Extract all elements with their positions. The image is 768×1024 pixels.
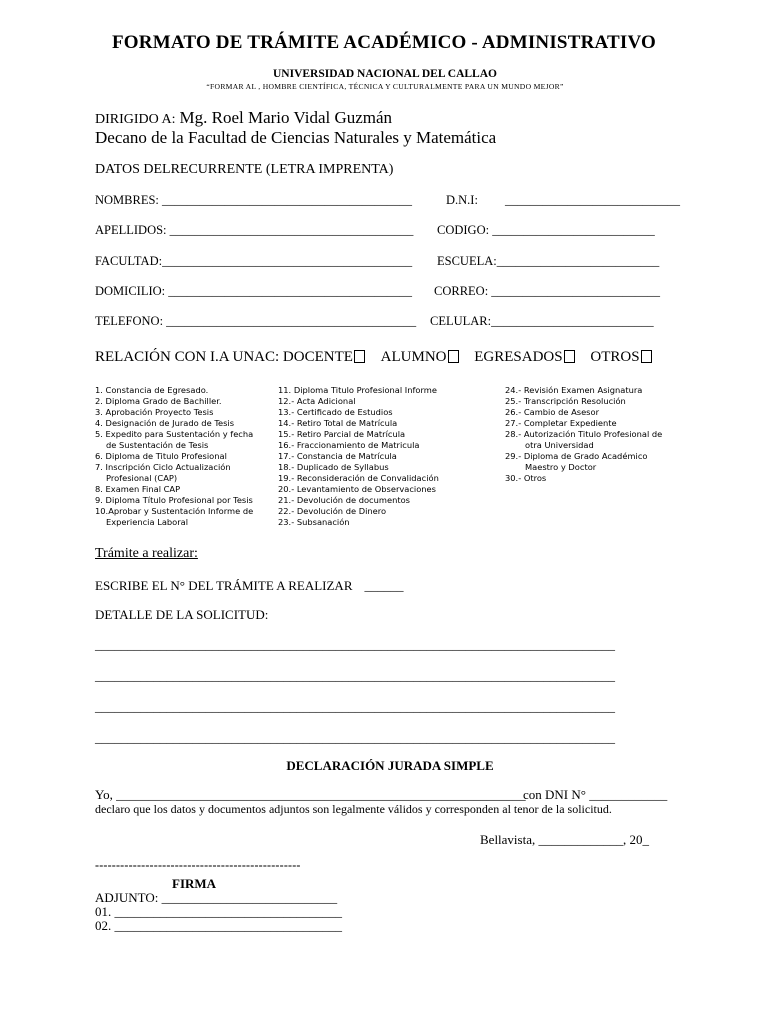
list-item: 22.- Devolución de Dinero xyxy=(278,506,387,516)
list-item: 17.- Constancia de Matrícula xyxy=(278,451,397,461)
procedures-col-2 xyxy=(278,385,439,528)
alumno-checkbox[interactable] xyxy=(448,350,459,363)
list-item: 12.- Acta Adicional xyxy=(278,396,356,406)
alumno-option: ALUMNO xyxy=(380,349,447,365)
list-item: otra Universidad xyxy=(525,440,594,450)
list-item: Profesional (CAP) xyxy=(106,473,178,483)
relation-row xyxy=(95,349,652,366)
codigo-field[interactable]: CODIGO: __________________________ xyxy=(437,223,655,237)
egresados-checkbox[interactable] xyxy=(564,350,575,363)
list-item: 23.- Subsanación xyxy=(278,517,350,527)
detail-line-2[interactable]: ________________________________________________________________________________ xyxy=(95,668,615,683)
place-date-field[interactable]: Bellavista, _____________, 20_ xyxy=(480,832,649,847)
relation-label: RELACIÓN CON I.A UNAC: xyxy=(95,349,280,365)
list-item: 10.Aprobar y Sustentación Informe de xyxy=(95,506,254,516)
list-item: Experiencia Laboral xyxy=(106,517,189,527)
list-item: 18.- Duplicado de Syllabus xyxy=(278,462,389,472)
adjunto-item-2[interactable]: 02. ___________________________________ xyxy=(95,918,342,933)
list-item: 11. Diploma Titulo Profesional Informe xyxy=(278,385,437,395)
addressee-position: Decano de la Facultad de Ciencias Naturales y Matemática xyxy=(95,128,497,147)
list-item: 24.- Revisión Examen Asignatura xyxy=(505,385,643,395)
list-item: 2. Diploma Grado de Bachiller. xyxy=(95,396,222,406)
signature-line[interactable]: ------------------------------------------------- xyxy=(95,858,301,872)
apellidos-field[interactable]: APELLIDOS: _______________________________________ xyxy=(95,223,414,237)
list-item: 19.- Reconsideración de Convalidación xyxy=(278,473,439,483)
list-item: 14.- Retiro Total de Matrícula xyxy=(278,418,398,428)
request-number-label: ESCRIBE EL N° DEL TRÁMITE A REALIZAR xyxy=(95,578,353,593)
university-motto: “FORMAR AL , HOMBRE CIENTÍFICA, TÉCNICA Y CULTURALMENTE PARA UN MUNDO MEJOR” xyxy=(206,82,564,91)
celular-field[interactable]: CELULAR:__________________________ xyxy=(430,314,654,328)
addressee-name: Mg. Roel Mario Vidal Guzmán xyxy=(179,108,393,127)
declaration-title: DECLARACIÓN JURADA SIMPLE xyxy=(286,758,494,773)
nombres-field[interactable]: NOMBRES: ________________________________________ xyxy=(95,193,413,207)
detail-label: DETALLE DE LA SOLICITUD: xyxy=(95,607,269,622)
dni-label: D.N.I: xyxy=(446,193,478,207)
procedures-col-1 xyxy=(95,385,253,528)
list-item: 29.- Diploma de Grado Académico xyxy=(505,451,648,461)
docente-checkbox[interactable] xyxy=(354,350,365,363)
list-item: 13.- Certificado de Estudios xyxy=(278,407,393,417)
declaration-name-field[interactable]: Yo, _______________________________________________________________ xyxy=(95,787,526,802)
list-item: 16.- Fraccionamiento de Matricula xyxy=(278,440,420,450)
docente-option: DOCENTE xyxy=(282,349,353,365)
list-item: 7. Inscripción Ciclo Actualización xyxy=(95,462,231,472)
detail-line-1[interactable]: ________________________________________________________________________________ xyxy=(95,637,615,652)
applicant-section-title: DATOS DELRECURRENTE (LETRA IMPRENTA) xyxy=(95,162,394,177)
list-item: 1. Constancia de Egresado. xyxy=(95,385,209,395)
list-item: 28.- Autorización Titulo Profesional de xyxy=(505,429,663,439)
list-item: 8. Examen Final CAP xyxy=(95,484,181,494)
detail-line-4[interactable]: ________________________________________________________________________________ xyxy=(95,730,615,745)
otros-option: OTROS xyxy=(590,349,640,365)
list-item: 6. Diploma de Titulo Profesional xyxy=(95,451,227,461)
otros-checkbox[interactable] xyxy=(641,350,652,363)
list-item: de Sustentación de Tesis xyxy=(106,440,209,450)
list-item: 27.- Completar Expediente xyxy=(505,418,617,428)
list-item: 30.- Otros xyxy=(505,473,547,483)
list-item: 15.- Retiro Parcial de Matrícula xyxy=(278,429,406,439)
declaration-text: declaro que los datos y documentos adjuntos son legalmente válidos y corresponden al tenor de la solicitud. xyxy=(95,802,612,816)
request-number-field[interactable]: ______ xyxy=(364,578,404,593)
adjunto-item-1[interactable]: 01. ___________________________________ xyxy=(95,904,342,919)
list-item: 20.- Levantamiento de Observaciones xyxy=(278,484,436,494)
list-item: 9. Diploma Título Profesional por Tesis xyxy=(95,495,253,505)
request-heading: Trámite a realizar: xyxy=(95,546,198,561)
escuela-field[interactable]: ESCUELA:__________________________ xyxy=(437,254,660,268)
facultad-field[interactable]: FACULTAD:________________________________________ xyxy=(95,254,413,268)
list-item: 25.- Transcripción Resolución xyxy=(505,396,626,406)
adjunto-field[interactable]: ADJUNTO: ___________________________ xyxy=(95,890,338,905)
list-item: 5. Expedito para Sustentación y fecha xyxy=(95,429,254,439)
addressee-label: DIRIGIDO A: xyxy=(95,112,176,127)
request-number-row xyxy=(95,577,404,595)
detail-line-3[interactable]: ________________________________________________________________________________ xyxy=(95,699,615,714)
list-item: 4. Designación de Jurado de Tesis xyxy=(95,418,235,428)
signature-label: FIRMA xyxy=(172,876,217,891)
list-item: Maestro y Doctor xyxy=(525,462,597,472)
addressee-line xyxy=(95,108,392,128)
egresados-option: EGRESADOS xyxy=(474,349,563,365)
declaration-dni-field[interactable]: con DNI N° ____________ xyxy=(523,787,668,802)
domicilio-field[interactable]: DOMICILIO: _______________________________________ xyxy=(95,284,413,298)
list-item: 3. Aprobación Proyecto Tesis xyxy=(95,407,214,417)
university-name: UNIVERSIDAD NACIONAL DEL CALLAO xyxy=(273,68,497,80)
correo-field[interactable]: CORREO: ___________________________ xyxy=(434,284,661,298)
list-item: 26.- Cambio de Asesor xyxy=(505,407,599,417)
form-title: FORMATO DE TRÁMITE ACADÉMICO - ADMINISTRATIVO xyxy=(111,32,656,53)
telefono-field[interactable]: TELEFONO: ________________________________________ xyxy=(95,314,417,328)
list-item: 21.- Devolución de documentos xyxy=(278,495,410,505)
procedures-col-3 xyxy=(505,385,662,484)
dni-field[interactable]: ____________________________ xyxy=(505,193,680,207)
